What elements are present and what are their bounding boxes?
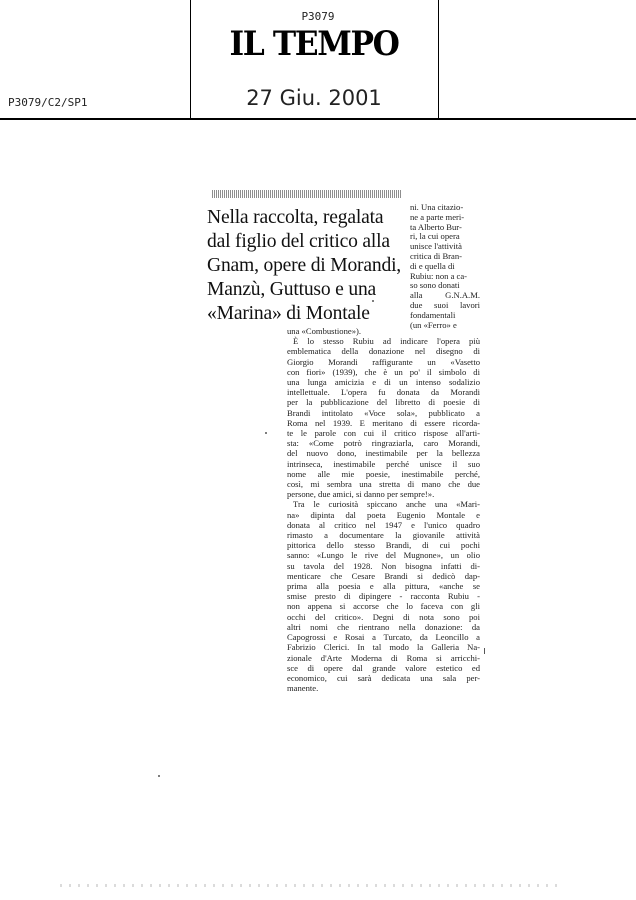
body-line: del nuovo dono, inestimabile per la bellezza xyxy=(287,448,480,459)
side-column-line: due suoi lavori xyxy=(410,299,480,310)
body-line: sanno: «Lungo le rive del Mugnone», un olio xyxy=(287,550,480,561)
side-column-line: fondamentali xyxy=(410,309,456,320)
side-column-line: unisce l'attività xyxy=(410,241,462,252)
body-line: Fabrizio Clerici. In tal modo la Galleria Na- xyxy=(287,642,480,653)
body-line: economico, cui sarà dedicata una sala per- xyxy=(287,672,480,683)
body-line: persone, due amici, si danno per sempre!». xyxy=(287,489,435,500)
body-line: con fiori» (1939), che è un po' il simbolo di xyxy=(287,366,480,377)
scan-speck xyxy=(265,432,267,434)
body-line: Roma nel 1939. E meritano di essere ricorda- xyxy=(287,417,480,428)
article-body xyxy=(287,326,480,693)
body-line: zionale d'Arte Moderna di Roma si arricchi- xyxy=(287,652,480,663)
side-column-line: alla G.N.A.M. xyxy=(410,290,480,301)
body-line: te le parole con cui il critico rispose all'arti- xyxy=(287,428,480,439)
scan-speck xyxy=(158,775,160,777)
body-line: prima alla poesia e alla pittura, «anche se xyxy=(287,581,480,592)
body-line: menticare che Cesare Brandi si dedicò dap- xyxy=(287,570,480,581)
scan-noise xyxy=(60,884,560,887)
body-line: occhi del critico». Degni di nota sono poi xyxy=(287,611,480,622)
scan-speck xyxy=(484,648,485,654)
headline-line: Gnam, opere di Morandi, xyxy=(207,255,402,276)
issue-date: 27 Giu. 2001 xyxy=(246,86,382,110)
body-line: Capogrossi e Rosai a Turcato, da Leoncillo a xyxy=(287,632,480,643)
headline-line: «Marina» di Montale xyxy=(207,303,370,324)
headline-hatch-bar xyxy=(212,190,402,198)
document-code: P3079 xyxy=(301,10,335,23)
body-line: manente. xyxy=(287,683,319,694)
body-line: su tavola del 1928. Non bisogna infatti di- xyxy=(287,560,480,571)
side-column-line: (un «Ferro» e xyxy=(410,319,457,330)
body-line: Giorgio Morandi raffigurante un «Vasetto xyxy=(287,356,480,367)
body-line: sce di opere dal grande valore estetico ed xyxy=(287,662,480,673)
body-line: una lunga amicizia e di un intenso sodalizio xyxy=(287,377,480,388)
side-column-line: ri, la cui opera xyxy=(410,231,460,242)
body-line: pittorica dello stesso Brandi, di cui pochi xyxy=(287,540,480,551)
body-line: una «Combustione»). xyxy=(287,326,361,336)
body-line: intrinseca, inestimabile perché unisce il suo xyxy=(287,458,480,469)
article-headline xyxy=(207,206,403,326)
article-side-column xyxy=(410,203,480,330)
side-column-line: so sono donati xyxy=(410,280,460,291)
body-line: così, mi sembra una stretta di mano che due xyxy=(287,479,480,490)
side-column-line: ni. Una citazio- xyxy=(410,202,464,212)
header-divider xyxy=(0,118,636,120)
headline-line: Nella raccolta, regalata xyxy=(207,207,384,228)
body-line: emblematica della donazione nel disegno di xyxy=(287,346,480,357)
body-line: per la pubblicazione del libretto di poesie di xyxy=(287,397,480,408)
body-line: na» dipinta dal poeta Eugenio Montale e xyxy=(287,509,480,520)
headline-line: dal figlio del critico alla xyxy=(207,231,390,252)
body-line: Brandi intitolato «Voce sola», pubblicato a xyxy=(287,407,480,418)
body-line: È lo stesso Rubiu ad indicare l'opera più xyxy=(293,336,480,347)
side-column-line: ne a parte meri- xyxy=(410,211,465,222)
reference-code: P3079/C2/SP1 xyxy=(8,96,88,109)
newspaper-masthead: IL TEMPO xyxy=(229,24,399,64)
headline-line: Manzù, Guttuso e una xyxy=(207,279,377,300)
body-line: Tra le curiosità spiccano anche una «Mari- xyxy=(293,499,480,510)
side-column-line: di e quella di xyxy=(410,260,455,271)
side-column-line: ta Alberto Bur- xyxy=(410,221,462,232)
side-column-line: critica di Bran- xyxy=(410,250,463,261)
body-line: non appena si accorse che lo faceva con gli xyxy=(287,601,480,612)
body-line: donata al critico nel 1947 e l'unico quadro xyxy=(287,519,480,530)
body-line: intellettuale. L'opera fu donata da Morandi xyxy=(287,387,480,398)
body-line: altri nomi che rientrano nella donazione: da xyxy=(287,621,480,632)
scan-speck xyxy=(372,300,374,302)
body-line: sta: «Come potrò ringraziarla, caro Morandi, xyxy=(287,438,480,449)
body-line: smise presto di dipingere - racconta Rubiu - xyxy=(287,591,480,602)
body-line: nome alle mie poesie, inestimabile perché, xyxy=(287,468,480,479)
side-column-line: Rubiu: non a ca- xyxy=(410,270,468,281)
body-line: rimasto a documentare la giovanile attività xyxy=(287,530,480,541)
